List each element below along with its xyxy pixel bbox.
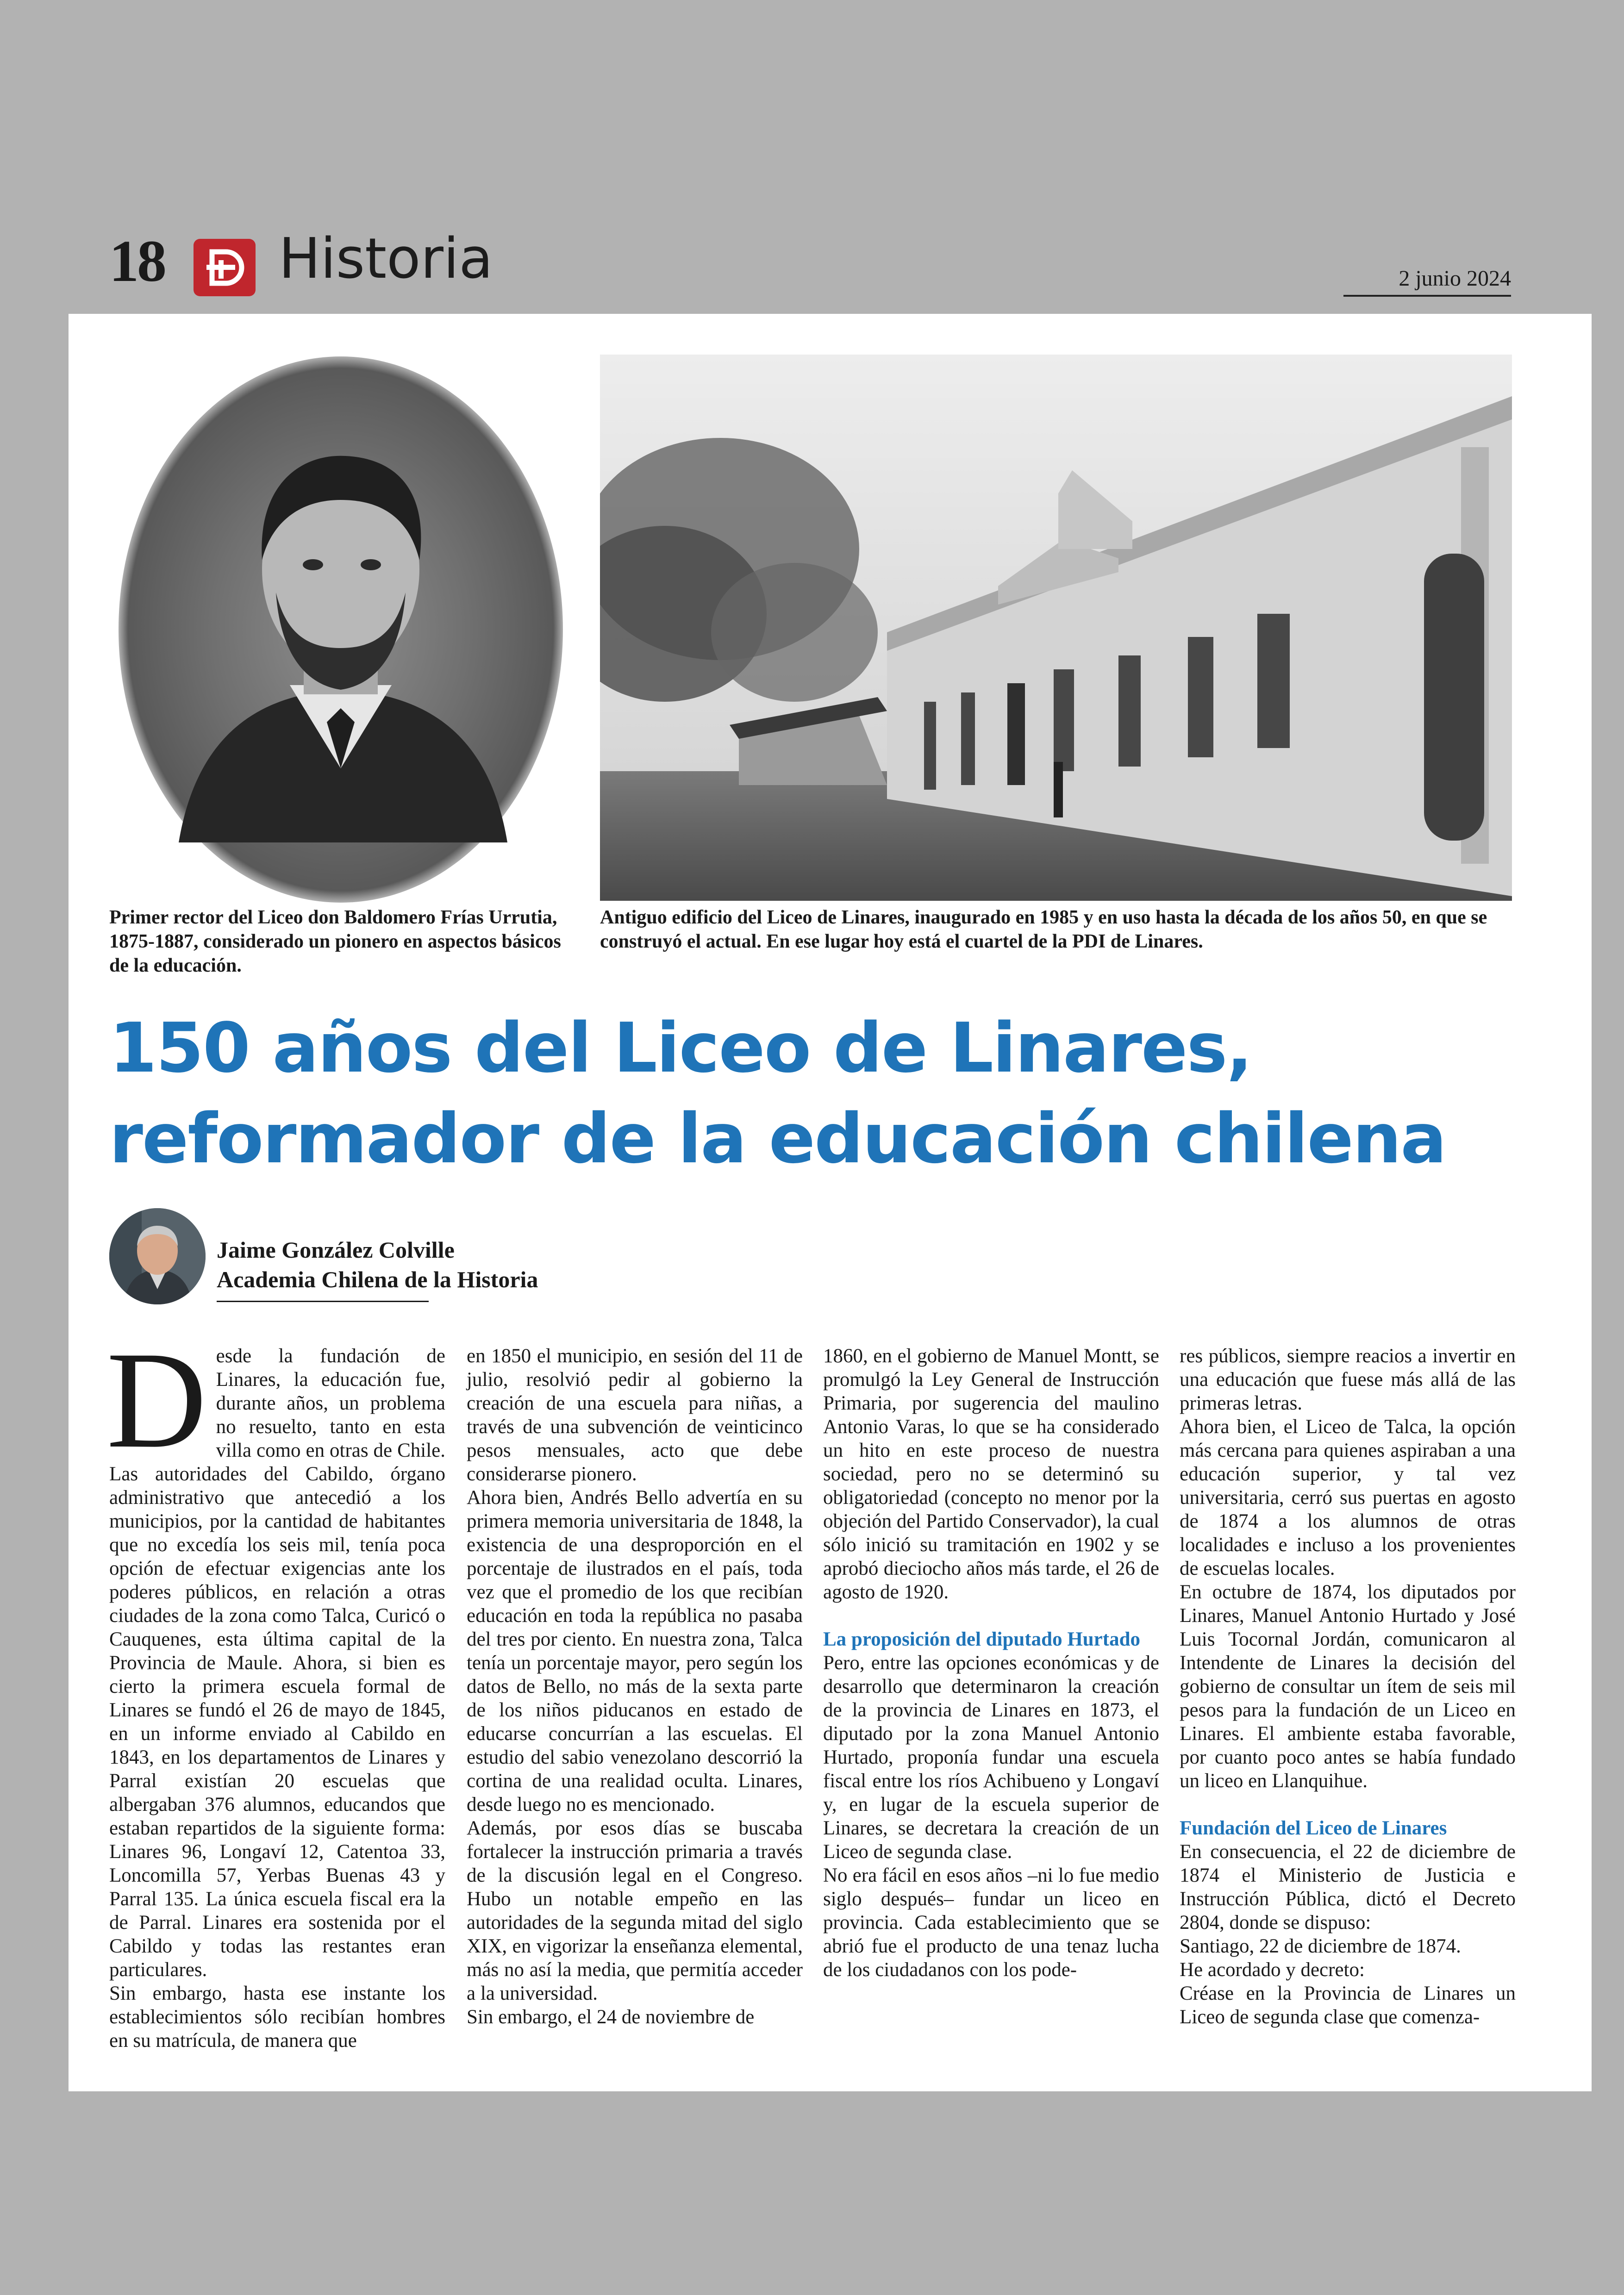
paragraph: Ahora bien, el Liceo de Talca, la opción más cercana para quienes aspiraban a una educación superior, y tal vez universitaria, cerró sus puertas en agosto de 1874 a los alumnos de otras localidades e incluso a los provenientes de escuelas locales. (1180, 1416, 1516, 1579)
section-title: Historia (279, 227, 493, 291)
author-avatar (109, 1208, 206, 1304)
paragraph: En octubre de 1874, los diputados por Linares, Manuel Antonio Hurtado y José Luis Tocornal Jordán, comunicaron al Intendente de Linares la decisión del gobierno de consultar un ítem de seis mil pesos para la fundación de un Liceo en Linares. El ambiente estaba favorable, por cuanto poco antes se había fundado un liceo en Llanquihue. (1180, 1581, 1516, 1792)
paragraph: 1860, en el gobierno de Manuel Montt, se promulgó la Ley General de Instrucción Primaria, por sugerencia del maulino Antonio Varas, lo que se ha considerado un hito en este proceso de nuestra sociedad, pero no se determinó su obligatoriedad (concepto no menor por la objeción del Partido Conservador), la cual sólo inició su tramitación en 1902 y se aprobó dieciocho años más tarde, el 26 de agosto de 1920. (823, 1345, 1160, 1603)
article-column-2 (467, 1344, 803, 2029)
page-number: 18 (109, 228, 165, 294)
paragraph: No era fácil en esos años –ni lo fue medio siglo después– fundar un liceo en provincia. Cada establecimiento que se abrió fue el producto de una tenaz lucha de los ciudadanos con los pode- (823, 1865, 1159, 1981)
author-underline (217, 1301, 429, 1302)
headline-line-2: reformador de la educación chilena (109, 1099, 1446, 1179)
headline-line-1: 150 años del Liceo de Linares, (109, 1008, 1252, 1088)
author-name: Jaime González Colville (217, 1237, 455, 1263)
article-sheet (69, 314, 1592, 2091)
author-affiliation: Academia Chilena de la Historia (217, 1266, 538, 1292)
paragraph: esde la fundación de Linares, la educación fue, durante años, un problema no resuelto, tanto en esta villa como en otras de Chile. Las autoridades del Cabildo, órgano administrativo que antecedió a los municipios, por la cantidad de habitantes que no excedía los seis mil, tenía poca opción de efectuar exigencias ante los poderes públicos, en relación a otras ciudades de la zona como Talca, Curicó o Cauquenes, esta última capital de la Provincia de Maule. Ahora, si bien es cierto la primera escuela formal de Linares se fundó el 26 de mayo de 1845, en un informe enviado al Cabildo en 1843, en los departamentos de Linares y Parral existían 20 escuelas que albergaban 376 alumnos, educandos que estaban repartidos de la siguiente forma: Linares 96, Longaví 12, Catentoa 33, Loncomilla 57, Yerbas Buenas 43 y Parral 135. La única escuela fiscal era la de Parral. Linares era sostenida por el Cabildo y todas las restantes eran particulares. (109, 1345, 445, 1981)
article-column-4 (1180, 1344, 1516, 2029)
article-column-3 (823, 1344, 1159, 1982)
paragraph: Sin embargo, el 24 de noviembre de (467, 2006, 755, 2028)
paragraph: Sin embargo, hasta ese instante los establecimientos sólo recibían hombres en su matrícula, de manera que (109, 1983, 445, 2052)
paragraph: Ahora bien, Andrés Bello advertía en su primera memoria universitaria de 1848, la existencia de una desproporción en el porcentaje de ilustrados en el país, toda vez que el promedio de los que recibían educación en toda la república no pasaba del tres por ciento. En nuestra zona, Talca tenía un porcentaje mayor, pero según los datos de Bello, no más de la sexta parte de los niños piducanos en estado de educarse concurrían a las escuelas. El estudio del sabio venezolano descorrió la cortina de una realidad oculta. Linares, desde luego no es mencionado. (467, 1487, 803, 1815)
article-column-1 (106, 1323, 445, 2052)
building-photo (600, 355, 1512, 901)
paragraph: Pero, entre las opciones económicas y de desarrollo que determinaron la creación de la provincia de Linares en 1873, el diputado por la zona Manuel Antonio Hurtado, proponía fundar una escuela fiscal entre los ríos Achibueno y Longaví y, en lugar de la escuela superior de Linares, se decretara la creación de un Liceo de segunda clase. (823, 1652, 1159, 1863)
portrait-caption: Primer rector del Liceo don Baldomero Frías Urrutia, 1875-1887, considerado un pionero en aspectos básicos de la educación. (109, 907, 561, 976)
subheading-fundacion: Fundación del Liceo de Linares (1180, 1817, 1447, 1839)
issue-date: 2 junio 2024 (1343, 266, 1511, 297)
portrait-photo (109, 352, 572, 903)
subheading-hurtado: La proposición del diputado Hurtado (823, 1628, 1140, 1650)
paragraph: en 1850 el municipio, en sesión del 11 de julio, resolvió pedir al gobierno la creación de una escuela para niñas, a través de una subvención de veinticinco pesos mensuales, acto que debe considerarse pionero. (467, 1345, 803, 1485)
paragraph: Santiago, 22 de diciembre de 1874. (1180, 1935, 1461, 1957)
article-headline (109, 1003, 1554, 1184)
drop-cap: D (106, 1323, 207, 1477)
d-logo-icon (194, 239, 256, 296)
paragraph: He acordado y decreto: (1180, 1959, 1365, 1981)
paragraph: En consecuencia, el 22 de diciembre de 1874 el Ministerio de Justicia e Instrucción Pública, dictó el Decreto 2804, donde se dispuso: (1180, 1841, 1516, 1933)
paragraph: Además, por esos días se buscaba fortalecer la instrucción primaria a través de la discusión legal en el Congreso. Hubo un notable empeño en las autoridades de la segunda mitad del siglo XIX, en vigorizar la enseñanza elemental, más no así la media, que permitía acceder a la universidad. (467, 1817, 803, 2004)
paragraph: res públicos, siempre reacios a invertir en una educación que fuese más allá de las primeras letras. (1180, 1345, 1516, 1414)
building-caption: Antiguo edificio del Liceo de Linares, inaugurado en 1985 y en uso hasta la década de los años 50, en que se construyó el actual. En ese lugar hoy está el cuartel de la PDI de Linares. (600, 907, 1487, 952)
paragraph: Créase en la Provincia de Linares un Liceo de segunda clase que comenza- (1180, 1983, 1516, 2028)
